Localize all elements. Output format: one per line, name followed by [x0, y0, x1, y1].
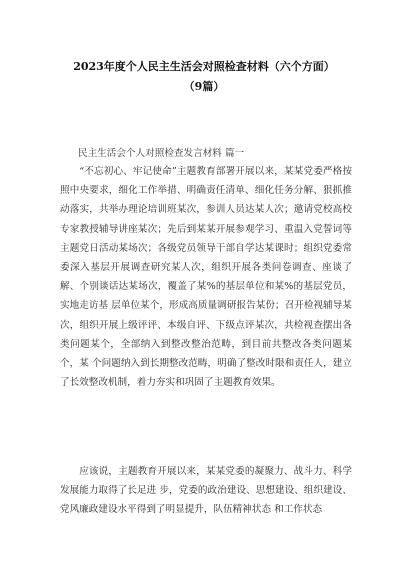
- document-title-count: （9篇）: [183, 80, 225, 93]
- body-paragraph-2: 应该说，主题教育开展以来，某某党委的凝聚力、战斗力、科学发展能力取得了长足进 步，党委的政治建设、思想建设、组织建设、党风廉政建设水平得到了明显提升，队伍精神状态 和工作状态: [60, 466, 352, 516]
- document-title: 2023年度个人民主生活会对照检查材料（六个方面）: [73, 60, 335, 73]
- section-heading: 民主生活会个人对照检查发言材料 篇一: [78, 148, 245, 159]
- body-paragraph-1: “不忘初心、牢记使命”主题教育部署开展以来，某某党委严格按照中央要求，细化工作举措、明确责任清单、细化任务分解、狠抓推动落实，共举办理论培训班某次，参训人员达某人次；邀请党校高校专家教授辅导讲座某次；先后到某某开展参观学习、重温入党誓词等主题党日活动某场次；各级党员领导干部自学达某课时；组织党委常委深入基层开展调查研究某人次，组织开展各类问卷调查、座谈了解、个别谈话达某场次，覆盖了某%的基层单位和某%的基层党员，实地走访基 层单位某个，形成高质量调研报告某份；召开检视辅导某次，组织开展上级评评、本级自评、下级点评某次，共检视查摆出各类问题某个，全部纳入到整改整治范畴，到目前共整改各类问题某个，某 个问题纳入到长期整改范畴，明确了整改时限和责任人，建立了长效整改机制，着力夯实和巩固了主题教育效果。: [60, 166, 352, 389]
